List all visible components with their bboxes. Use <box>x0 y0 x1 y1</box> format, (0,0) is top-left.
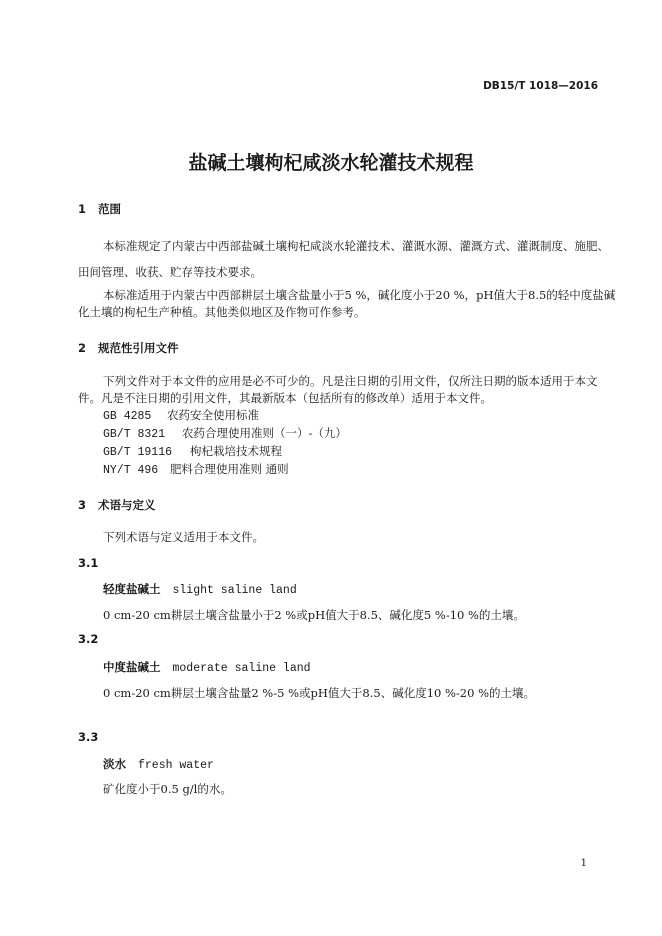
reference-code: NY/T 496 <box>103 464 159 477</box>
page-title: 盐碱土壤枸杞咸淡水轮灌技术规程 <box>188 152 474 174</box>
terms-intro-paragraph: 下列术语与定义适用于本文件。 <box>103 530 264 544</box>
term-chinese: 轻度盐碱土 <box>103 582 161 596</box>
reference-item <box>103 407 259 425</box>
reference-code: GB/T 19116 <box>103 446 173 459</box>
section-number: 1 <box>78 202 87 216</box>
term-number: 3.3 <box>78 730 99 744</box>
section-title: 范围 <box>98 202 121 216</box>
term-number: 3.2 <box>78 632 99 646</box>
term-definition: 矿化度小于0.5 g/l的水。 <box>103 782 232 796</box>
scope-paragraph-line: 本标准适用于内蒙古中西部耕层土壤含盐量小于5 %，碱化度小于20 %，pH值大于8.5的轻中度盐碱 <box>103 288 616 302</box>
term-definition: 0 cm-20 cm耕层土壤含盐量2 %-5 %或pH值大于8.5、碱化度10 %-20 %的土壤。 <box>103 686 536 700</box>
section-heading-3 <box>78 497 156 513</box>
reference-title: 农药合理使用准则（一）-（九） <box>182 426 347 440</box>
term-title <box>103 659 311 675</box>
reference-item <box>103 443 282 461</box>
document-code: DB15/T 1018—2016 <box>483 80 598 92</box>
scope-paragraph-line: 田间管理、收获、贮存等技术要求。 <box>78 265 262 279</box>
term-number: 3.1 <box>78 556 99 570</box>
term-english: slight saline land <box>172 584 297 597</box>
section-heading-1 <box>78 201 121 217</box>
term-english: moderate saline land <box>172 662 311 675</box>
reference-code: GB/T 8321 <box>103 428 166 441</box>
reference-title: 枸杞栽培技术规程 <box>190 444 282 458</box>
scope-paragraph-line: 化土壤的枸杞生产种植。其他类似地区及作物可作参考。 <box>78 305 366 319</box>
section-title: 规范性引用文件 <box>98 341 179 355</box>
term-title <box>103 756 214 772</box>
reference-item <box>103 461 289 479</box>
normative-paragraph-line: 件。凡是不注日期的引用文件，其最新版本（包括所有的修改单）适用于本文件。 <box>78 391 492 405</box>
section-heading-2 <box>78 340 179 356</box>
section-title: 术语与定义 <box>98 498 156 512</box>
reference-code: GB 4285 <box>103 410 152 423</box>
term-title <box>103 581 297 597</box>
reference-title: 肥料合理使用准则 通则 <box>170 462 289 476</box>
reference-item <box>103 425 347 443</box>
normative-paragraph-line: 下列文件对于本文件的应用是必不可少的。凡是注日期的引用文件，仅所注日期的版本适用于本文 <box>103 374 598 388</box>
term-english: fresh water <box>138 759 214 772</box>
term-chinese: 淡水 <box>103 757 126 771</box>
reference-title: 农药安全使用标准 <box>167 408 259 422</box>
scope-paragraph-line: 本标准规定了内蒙古中西部盐碱土壤枸杞咸淡水轮灌技术、灌溉水源、灌溉方式、灌溉制度、施肥、 <box>103 239 609 253</box>
section-number: 3 <box>78 498 87 512</box>
term-definition: 0 cm-20 cm耕层土壤含盐量小于2 %或pH值大于8.5、碱化度5 %-10 %的土壤。 <box>103 608 525 622</box>
section-number: 2 <box>78 341 87 355</box>
page-number: 1 <box>580 858 587 869</box>
term-chinese: 中度盐碱土 <box>103 660 161 674</box>
